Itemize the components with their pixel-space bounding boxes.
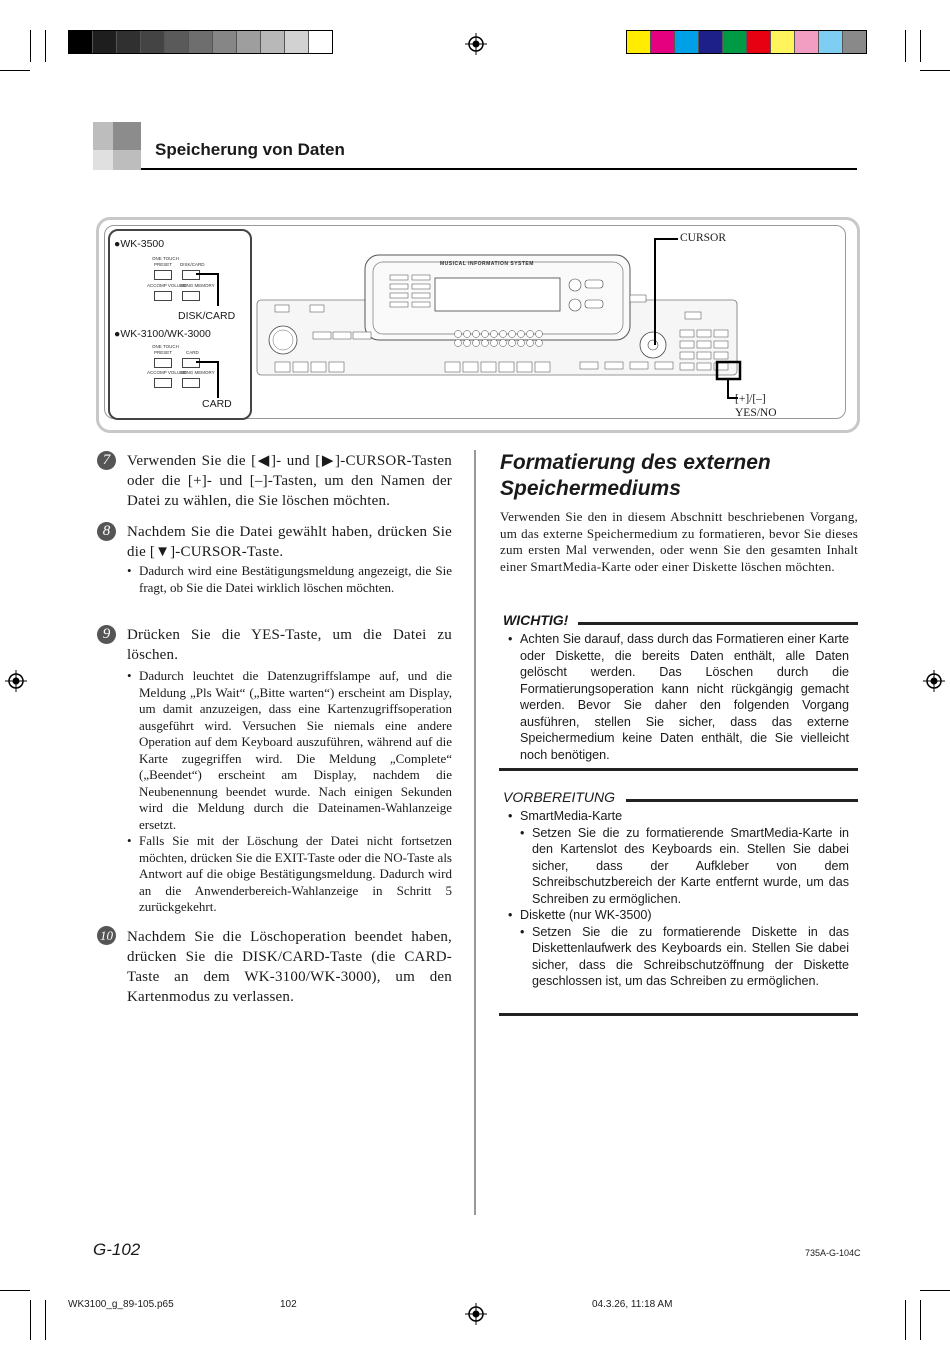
panel-button xyxy=(481,362,496,372)
step-8-note: • Dadurch wird eine Bestätigungsmeldung angezeigt, die Sie fragt, ob Sie die Datei wirklich löschen möchten. xyxy=(127,563,452,596)
crop-mark xyxy=(905,30,906,62)
panel-button xyxy=(482,331,489,338)
calibration-swatch xyxy=(723,31,747,53)
calibration-swatch xyxy=(141,31,165,53)
panel-button xyxy=(311,362,326,372)
prep-item xyxy=(508,808,849,907)
print-page-number: 102 xyxy=(280,1299,297,1310)
important-list xyxy=(508,631,849,763)
step-9-note: • Dadurch leuchtet die Datenzugriffslampe auf, und die Meldung „Pls Wait“ („Bitte warten“) erscheint am Display, um damit anzuzeigen, dass eine Kartenzugriffsoperation ausgeführt wird. Versuchen Sie niemals eine andere Operation auf dem Keyboard auszuführen, während auf die Karte zugegriffen wird. Die Meldung „Complete“ („Beendet“) erscheint am Display, nachdem die Neubenennung beendet wurde. Nach einigen Sekunden wird die Meldung durch die Dateinamen-Wahlanzeige ersetzt. xyxy=(127,668,452,833)
panel-button xyxy=(464,331,471,338)
preset-button xyxy=(154,358,172,368)
section-intro: Verwenden Sie den in diesem Abschnitt beschriebenen Vorgang, um das externe Speichermedium zu formatieren, bevor Sie dieses zum ersten Mal verwenden, oder wenn Sie den gesamten Inhalt einer SmartMedia-Karte oder einer Diskette löschen möchten. xyxy=(500,509,858,574)
panel-button xyxy=(630,362,648,369)
important-text: • Achten Sie darauf, dass durch das Formatieren einer Karte oder Diskette, die bereits Daten enthält, alle Daten gelöscht werden. Das Löschen durch die Formatierungsoperation kann nicht rückgängig gemacht werden. Bevor Sie daher den folgenden Vorgang ausführen, stellen Sie sicher, dass das externe Speichermedium keine Daten enthält, die Sie vielleicht noch benötigen. xyxy=(508,631,849,763)
panel-button xyxy=(605,362,623,369)
header-rule xyxy=(141,168,857,170)
calibration-swatch xyxy=(675,31,699,53)
header-decoration xyxy=(93,150,113,170)
calibration-swatch xyxy=(843,31,866,53)
calibration-swatch xyxy=(93,31,117,53)
prep-list xyxy=(508,808,849,990)
prep-item-label: Diskette (nur WK-3500) xyxy=(520,908,652,922)
panel-button xyxy=(518,331,525,338)
preset-label: PRESET xyxy=(154,262,173,267)
calibration-swatch xyxy=(213,31,237,53)
panel-button xyxy=(464,340,471,347)
prep-title: VORBEREITUNG xyxy=(503,789,616,805)
panel-button xyxy=(293,362,308,372)
song-memory-label: SONG MEMORY xyxy=(180,370,215,375)
prep-sublist xyxy=(520,924,849,990)
panel-button xyxy=(535,362,550,372)
box-rule xyxy=(499,1013,858,1016)
gray-calibration-bar xyxy=(68,30,333,54)
panel-button xyxy=(329,362,344,372)
calibration-swatch xyxy=(747,31,771,53)
panel-button xyxy=(580,362,598,369)
panel-button xyxy=(473,340,480,347)
song-memory-label: SONG MEMORY xyxy=(180,283,215,288)
panel-button xyxy=(518,340,525,347)
card-callout: CARD xyxy=(202,398,232,410)
panel-button xyxy=(455,340,462,347)
calibration-swatch xyxy=(237,31,261,53)
step-9-notes xyxy=(127,668,452,916)
model-button-panel xyxy=(108,229,252,420)
model-label-wk3100: ●WK-3100/WK-3000 xyxy=(114,328,211,340)
box-rule xyxy=(578,622,858,625)
yes-no-callout: YES/NO xyxy=(735,407,777,419)
calibration-swatch xyxy=(285,31,309,53)
panel-button xyxy=(482,340,489,347)
crop-mark xyxy=(920,1290,950,1291)
section-heading: Formatierung des externen xyxy=(500,451,771,474)
accomp-volume-button xyxy=(154,378,172,388)
panel-button xyxy=(509,331,516,338)
calibration-swatch xyxy=(771,31,795,53)
page-number: G-102 xyxy=(93,1240,141,1259)
section-heading: Speichermediums xyxy=(500,477,681,500)
one-touch-label: ONE TOUCH xyxy=(152,344,179,349)
panel-button xyxy=(473,331,480,338)
prep-subitem: • Setzen Sie die zu formatierende Diskette in das Diskettenlaufwerk des Keyboards ein. Stellen Sie dabei sicher, dass die Schreibschutzöffnung der Diskette geschlossen ist, um das Schreiben zu ermöglichen. xyxy=(520,924,849,990)
calibration-swatch xyxy=(117,31,141,53)
step-7-text: Verwenden Sie die [◀]- und [▶]-CURSOR-Tasten oder die [+]- und [–]-Tasten, um den Namen der Datei zu wählen, die Sie löschen möchten. xyxy=(127,453,452,509)
calibration-swatch xyxy=(819,31,843,53)
panel-button xyxy=(527,340,534,347)
crop-mark xyxy=(30,1300,31,1340)
crop-mark xyxy=(0,70,30,71)
panel-button xyxy=(463,362,478,372)
step-number: 9 xyxy=(97,625,116,644)
registration-mark-icon xyxy=(465,33,487,55)
plus-minus-callout: [+]/[–] xyxy=(735,393,766,405)
model-label-wk3500: ●WK-3500 xyxy=(114,238,165,250)
crop-mark xyxy=(905,1300,906,1340)
crop-mark xyxy=(920,1300,921,1340)
panel-button xyxy=(536,340,543,347)
crop-mark xyxy=(920,70,950,71)
crop-mark xyxy=(30,30,31,62)
prep-sublist xyxy=(520,825,849,908)
disk-card-tiny-label: DISK/CARD xyxy=(180,262,205,267)
disk-card-callout: DISK/CARD xyxy=(178,310,236,322)
file-name: WK3100_g_89-105.p65 xyxy=(68,1299,174,1310)
calibration-swatch xyxy=(627,31,651,53)
header-decoration xyxy=(113,122,141,150)
registration-mark-icon xyxy=(5,670,27,692)
cursor-callout: CURSOR xyxy=(680,232,727,244)
crop-mark xyxy=(0,1290,30,1291)
preset-button xyxy=(154,270,172,280)
panel-button xyxy=(500,331,507,338)
box-rule xyxy=(499,768,858,771)
crop-mark xyxy=(920,30,921,62)
panel-button xyxy=(500,340,507,347)
prep-item-label: SmartMedia-Karte xyxy=(520,809,623,823)
calibration-swatch xyxy=(309,31,332,53)
one-touch-label: ONE TOUCH xyxy=(152,256,179,261)
panel-button xyxy=(445,362,460,372)
calibration-swatch xyxy=(261,31,285,53)
calibration-swatch xyxy=(69,31,93,53)
page-title: Speicherung von Daten xyxy=(155,140,345,159)
panel-button xyxy=(275,362,290,372)
prep-item xyxy=(508,907,849,990)
step-8-text: Nachdem Sie die Datei gewählt haben, drücken Sie die [▼]-CURSOR-Taste. xyxy=(127,524,452,560)
panel-button xyxy=(536,331,543,338)
panel-button xyxy=(491,331,498,338)
column-divider xyxy=(474,450,476,1215)
panel-button xyxy=(517,362,532,372)
mis-logo: MUSICAL INFORMATION SYSTEM xyxy=(440,261,534,267)
calibration-swatch xyxy=(165,31,189,53)
panel-button xyxy=(499,362,514,372)
step-9-note: • Falls Sie mit der Löschung der Datei nicht fortsetzen möchten, drücken Sie die EXIT-Taste oder die NO-Taste als Antwort auf die obige Bestätigungsmeldung. Dadurch wird an die Anwenderbereich-Wahlanzeige in Schritt 5 zurückgekehrt. xyxy=(127,833,452,916)
calibration-swatch xyxy=(699,31,723,53)
panel-button xyxy=(491,340,498,347)
calibration-swatch xyxy=(189,31,213,53)
panel-button xyxy=(455,331,462,338)
accomp-volume-label: ACCOMP VOLUME xyxy=(147,370,187,375)
step-9-text: Drücken Sie die YES-Taste, um die Datei zu löschen. xyxy=(127,627,452,663)
document-code: 735A-G-104C xyxy=(805,1248,861,1258)
important-title: WICHTIG! xyxy=(503,612,569,628)
accomp-volume-label: ACCOMP VOLUME xyxy=(147,283,187,288)
panel-button xyxy=(509,340,516,347)
step-number: 10 xyxy=(97,926,116,945)
color-calibration-bar xyxy=(626,30,867,54)
registration-mark-icon xyxy=(465,1303,487,1325)
step-number: 7 xyxy=(97,451,116,470)
card-tiny-label: CARD xyxy=(186,350,199,355)
calibration-swatch xyxy=(795,31,819,53)
panel-button xyxy=(527,331,534,338)
step-8-notes xyxy=(127,563,452,596)
print-date: 04.3.26, 11:18 AM xyxy=(592,1299,673,1310)
registration-mark-icon xyxy=(923,670,945,692)
step-10-text: Nachdem Sie die Löschoperation beendet haben, drücken Sie die DISK/CARD-Taste (die CARD-Taste an dem WK-3100/WK-3000), um den Kartenmodus zu verlassen. xyxy=(127,929,452,1005)
accomp-volume-button xyxy=(154,291,172,301)
calibration-swatch xyxy=(651,31,675,53)
step-number: 8 xyxy=(97,522,116,541)
preset-label: PRESET xyxy=(154,350,173,355)
crop-mark xyxy=(45,1300,46,1340)
callout-lines xyxy=(650,235,750,405)
box-rule xyxy=(626,799,858,802)
prep-subitem: • Setzen Sie die zu formatierende SmartMedia-Karte in den Kartenslot des Keyboards ein. Stellen Sie dabei sicher, dass der Aufkleber von dem Schreibschutzbereich der Karte entfernt wurde, um das Schreiben zu ermöglichen. xyxy=(520,825,849,908)
callout-lines xyxy=(190,270,230,400)
crop-mark xyxy=(45,30,46,62)
